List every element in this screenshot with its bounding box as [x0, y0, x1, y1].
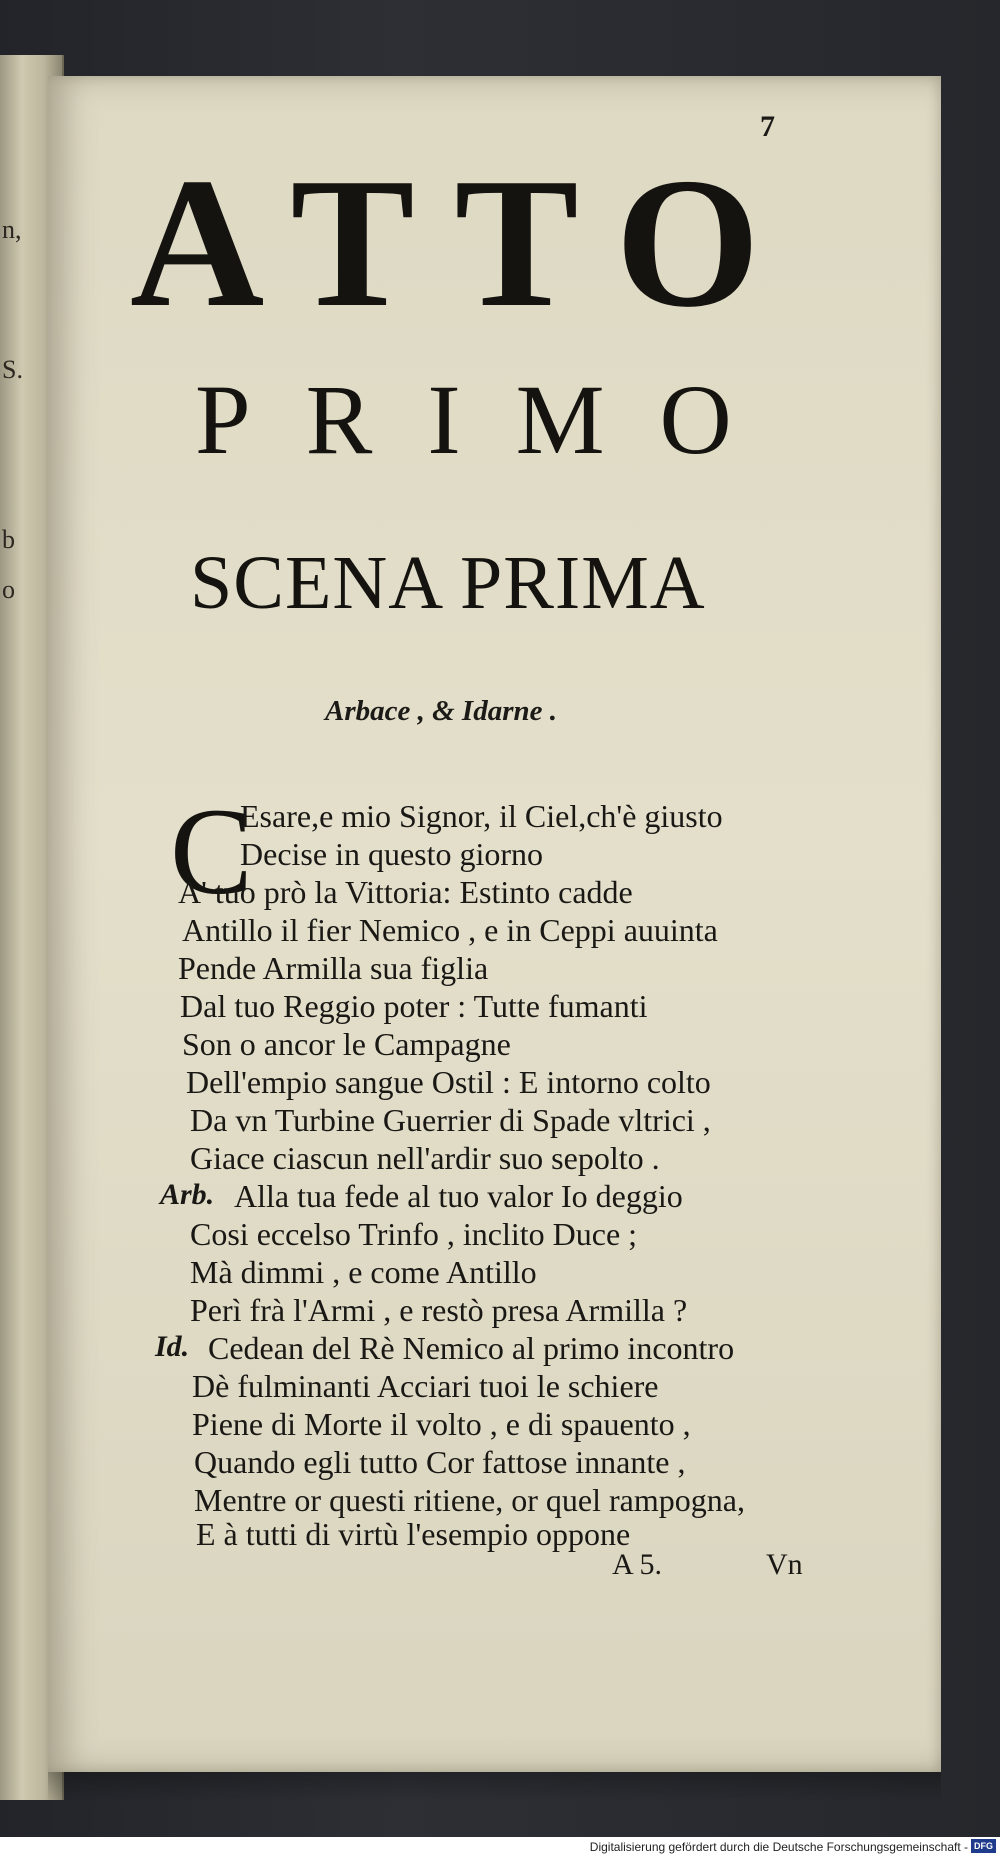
verse-line: Alla tua fede al tuo valor Io deggio	[234, 1178, 683, 1214]
leaf-fragment: b	[2, 525, 15, 554]
verse-line: Giace ciascun nell'ardir suo sepolto .	[190, 1140, 660, 1176]
catchword: Vn	[766, 1548, 803, 1581]
dfg-logo-icon: DFG	[971, 1839, 996, 1853]
verse-line: Mentre or questi ritiene, or quel rampogna,	[194, 1482, 745, 1518]
signature-mark: A 5.	[612, 1548, 663, 1581]
verse-line: Dal tuo Reggio poter : Tutte fumanti	[180, 988, 648, 1024]
leaf-fragment: n,	[2, 215, 22, 244]
verse-line: Mà dimmi , e come Antillo	[190, 1254, 537, 1290]
verse-line: Dè fulminanti Acciari tuoi le schiere	[192, 1368, 659, 1404]
verse-line: Piene di Morte il volto , e di spauento ,	[192, 1406, 691, 1442]
verse-line: Da vn Turbine Guerrier di Spade vltrici ,	[190, 1102, 711, 1138]
page-shadow	[48, 1772, 941, 1802]
leaf-fragment: o	[2, 575, 15, 604]
leaf-fragment: S.	[2, 355, 23, 384]
verse-line: Pende Armilla sua figlia	[178, 950, 489, 986]
character-list: Arbace , & Idarne .	[325, 695, 557, 727]
verse-line: E à tutti di virtù l'esempio oppone	[196, 1516, 631, 1552]
act-number: PRIMO	[195, 364, 787, 475]
verse-line: Quando egli tutto Cor fattose innante ,	[194, 1444, 686, 1480]
footer-credit: Digitalisierung gefördert durch die Deutsche Forschungsgemeinschaft -	[589, 1840, 968, 1854]
verse-line: Dell'empio sangue Ostil : E intorno colto	[186, 1064, 711, 1100]
scene-title: SCENA PRIMA	[190, 541, 706, 625]
verse-line: Cedean del Rè Nemico al primo incontro	[208, 1330, 735, 1366]
verse-line: Perì frà l'Armi , e restò presa Armilla ?	[190, 1292, 688, 1328]
drop-cap: C	[170, 783, 253, 920]
speaker-label: Arb.	[160, 1178, 215, 1211]
speaker-label: Id.	[155, 1330, 190, 1363]
act-title: ATTO	[130, 140, 800, 346]
verse-line: Son o ancor le Campagne	[182, 1026, 511, 1062]
verse-line: Cosi eccelso Trinfo , inclito Duce ;	[190, 1216, 638, 1252]
verse-line: Antillo il fier Nemico , e in Ceppi auuinta	[182, 912, 718, 948]
verse-line: Decise in questo giorno	[240, 836, 544, 872]
verse-line: A' tuo prò la Vittoria: Estinto cadde	[178, 874, 633, 910]
verse-line: Esare,e mio Signor, il Ciel,ch'è giusto	[240, 798, 723, 834]
page-number: 7	[760, 110, 775, 143]
